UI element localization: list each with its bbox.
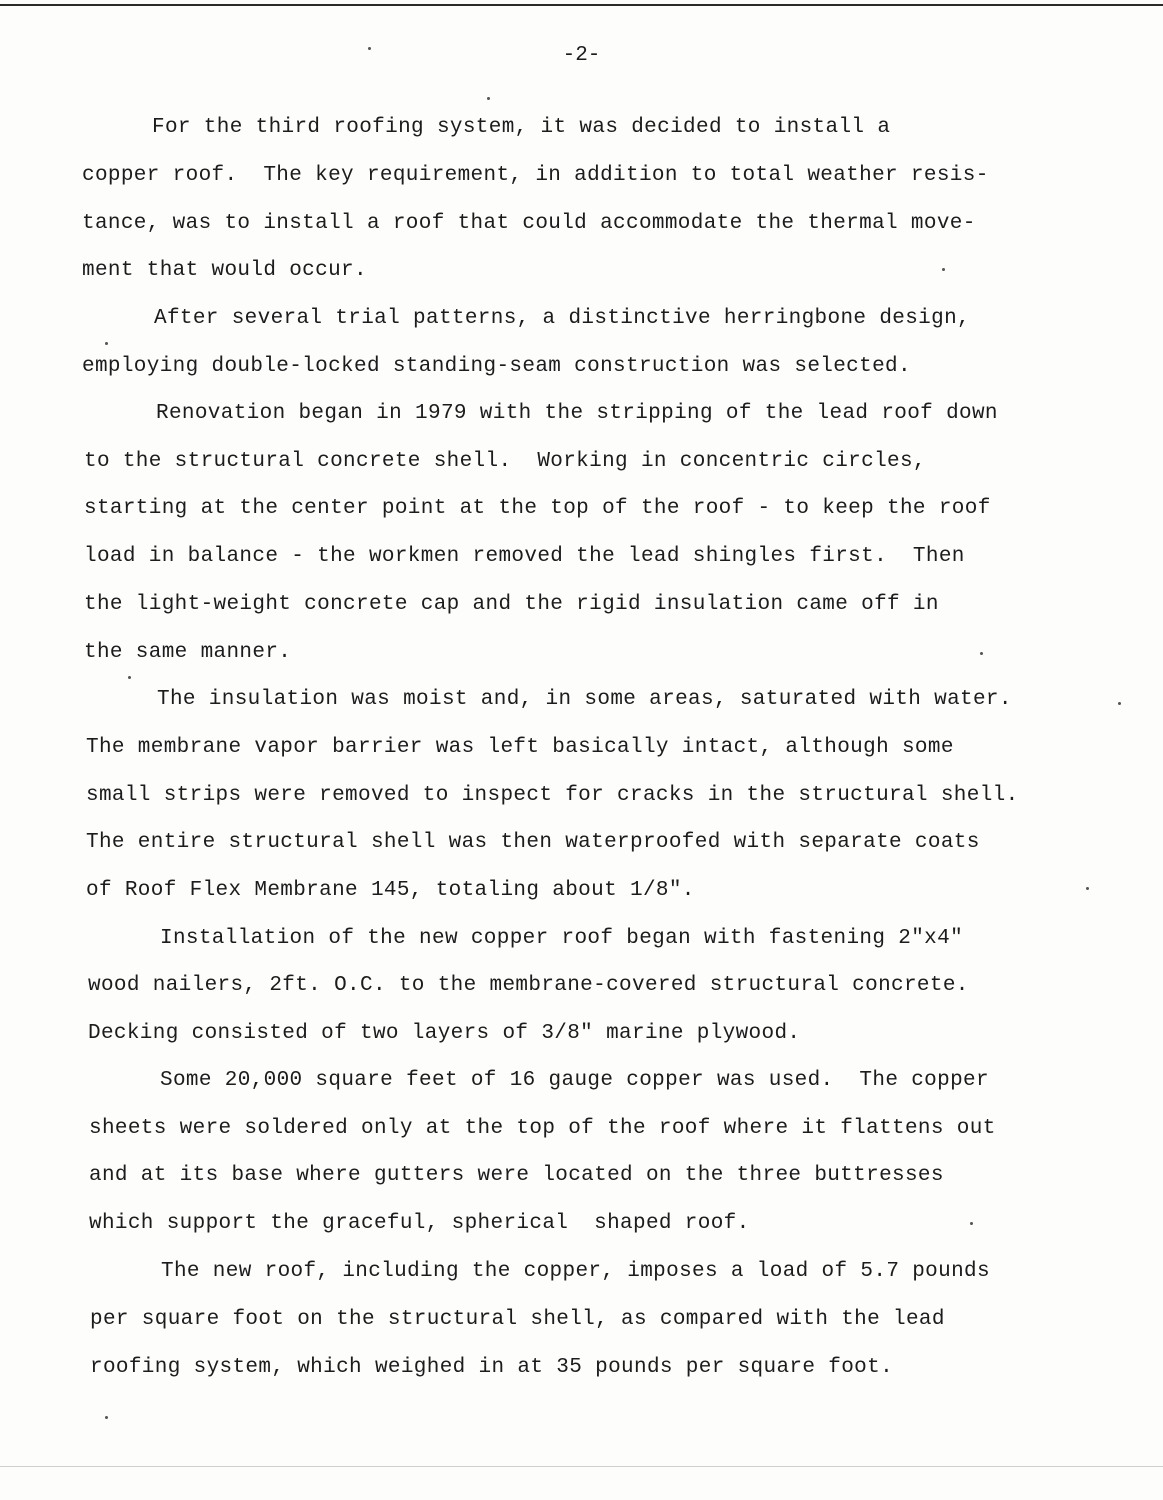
text-line: Installation of the new copper roof began with fastening 2"x4" — [160, 927, 964, 950]
text-line: and at its base where gutters were located on the three buttresses — [89, 1164, 944, 1187]
text-line: load in balance - the workmen removed the lead shingles first. Then — [84, 545, 965, 568]
text-line: sheets were soldered only at the top of the roof where it flattens out — [89, 1117, 996, 1140]
text-line: tance, was to install a roof that could accommodate the thermal move- — [82, 212, 976, 235]
text-line: copper roof. The key requirement, in addition to total weather resis- — [82, 164, 989, 187]
text-line: Some 20,000 square feet of 16 gauge copper was used. The copper — [160, 1069, 989, 1092]
scan-speck — [368, 47, 371, 50]
page-number: -2- — [562, 44, 601, 67]
scan-speck — [487, 97, 490, 100]
text-line: per square foot on the structural shell, as compared with the lead — [90, 1308, 945, 1331]
text-line: wood nailers, 2ft. O.C. to the membrane-covered structural concrete. — [88, 974, 969, 997]
text-line: The new roof, including the copper, imposes a load of 5.7 pounds — [161, 1260, 990, 1283]
text-line: The insulation was moist and, in some areas, saturated with water. — [157, 688, 1012, 711]
scan-speck — [105, 1416, 108, 1419]
text-line: starting at the center point at the top of the roof - to keep the roof — [84, 497, 991, 520]
text-line: The membrane vapor barrier was left basically intact, although some — [86, 736, 954, 759]
scan-speck — [105, 342, 108, 345]
text-line: The entire structural shell was then waterproofed with separate coats — [86, 831, 980, 854]
text-line: which support the graceful, spherical shaped roof. — [89, 1212, 750, 1235]
scan-speck — [942, 268, 945, 271]
text-line: employing double-locked standing-seam construction was selected. — [82, 355, 911, 378]
scan-speck — [1118, 702, 1121, 705]
text-line: to the structural concrete shell. Working in concentric circles, — [84, 450, 926, 473]
scan-speck — [980, 652, 983, 655]
top-edge-rule — [0, 4, 1163, 6]
text-line: Renovation began in 1979 with the stripping of the lead roof down — [156, 402, 998, 425]
text-line: For the third roofing system, it was decided to install a — [152, 116, 891, 139]
text-line: the same manner. — [84, 641, 292, 664]
text-line: small strips were removed to inspect for cracks in the structural shell. — [86, 784, 1019, 807]
bottom-edge-rule — [0, 1466, 1163, 1467]
scan-speck — [970, 1222, 973, 1225]
text-line: Decking consisted of two layers of 3/8" marine plywood. — [88, 1022, 801, 1045]
scan-speck — [1086, 887, 1089, 890]
text-line: of Roof Flex Membrane 145, totaling about 1/8". — [86, 879, 695, 902]
scan-speck — [128, 676, 131, 679]
text-line: ment that would occur. — [82, 259, 367, 282]
text-line: roofing system, which weighed in at 35 pounds per square foot. — [90, 1356, 894, 1379]
text-line: After several trial patterns, a distinctive herringbone design, — [154, 307, 970, 330]
text-line: the light-weight concrete cap and the rigid insulation came off in — [84, 593, 939, 616]
